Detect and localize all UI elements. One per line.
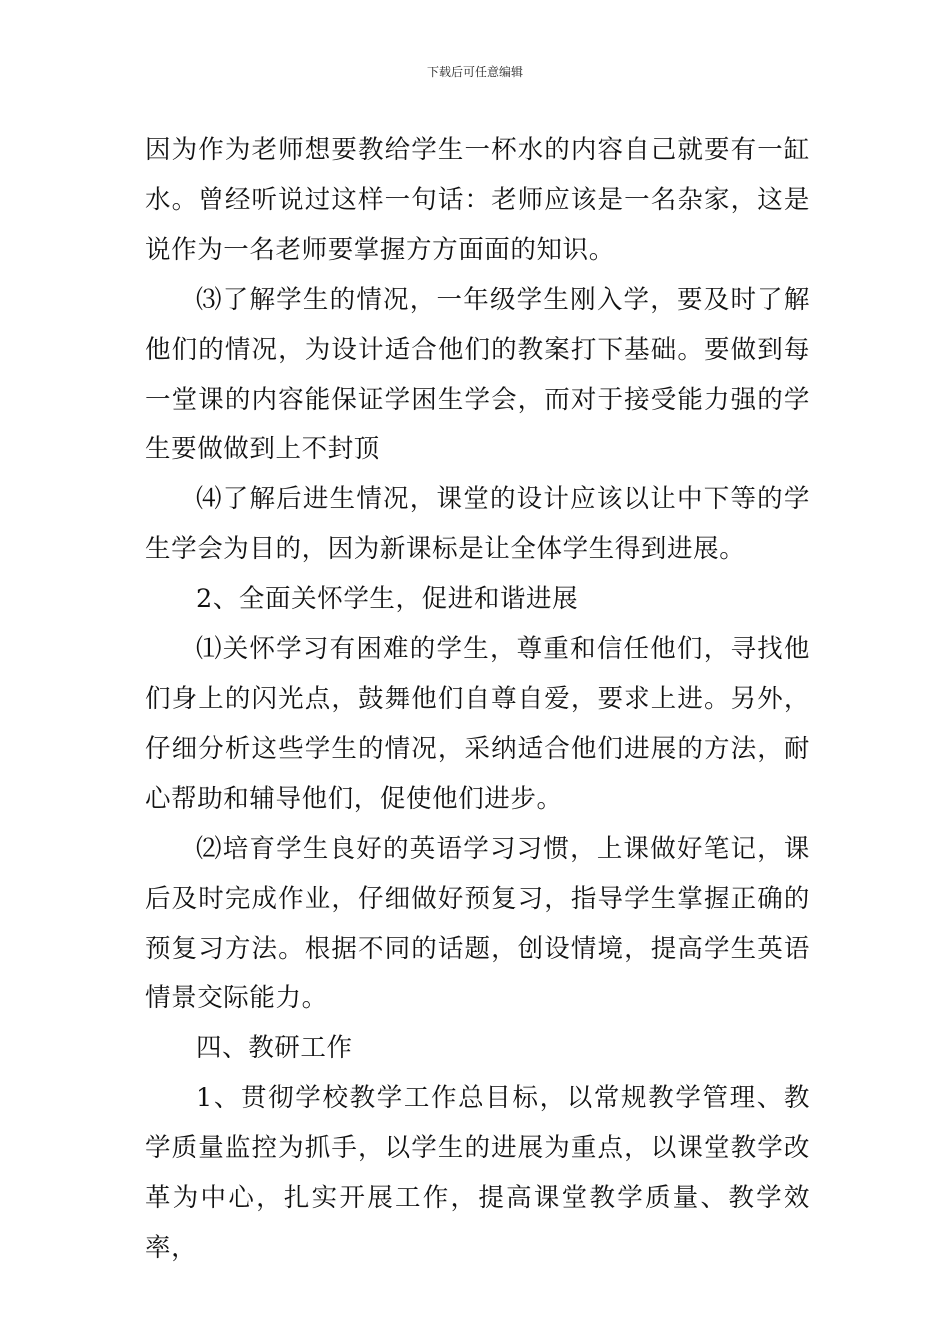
- page-header: 下载后可任意编辑: [426, 65, 523, 79]
- paragraph-item-4: ⑷了解后进生情况，课堂的设计应该以让中下等的学生学会为目的，因为新课标是让全体学生得到进展。: [145, 484, 810, 565]
- paragraph-item-3: ⑶了解学生的情况，一年级学生刚入学，要及时了解他们的情况，为设计适合他们的教案打下基础。要做到每一堂课的内容能保证学困生学会，而对于接受能力强的学生要做做到上不封顶: [145, 284, 810, 465]
- paragraph-item-1: ⑴关怀学习有困难的学生，尊重和信任他们，寻找他们身上的闪光点，鼓舞他们自尊自爱，要求上进。另外，仔细分析这些学生的情况，采纳适合他们进展的方法，耐心帮助和辅导他们，促使他们进步。: [145, 634, 810, 814]
- paragraph-continuation: 因为作为老师想要教给学生一杯水的内容自己就要有一缸水。曾经听说过这样一句话：老师应该是一名杂家，这是说作为一名老师要掌握方方面面的知识。: [145, 135, 810, 265]
- section-heading-2: 2、全面关怀学生，促进和谐进展: [196, 584, 579, 615]
- paragraph-research-1: 1、贯彻学校教学工作总目标，以常规教学管理、教学质量监控为抓手，以学生的进展为重点，以课堂教学改革为中心，扎实开展工作，提高课堂教学质量、教学效率，: [145, 1083, 810, 1263]
- document-body: [145, 126, 810, 1274]
- paragraph-item-2: ⑵培育学生良好的英语学习习惯，上课做好笔记，课后及时完成作业，仔细做好预复习，指导学生掌握正确的预复习方法。根据不同的话题，创设情境，提高学生英语情景交际能力。: [145, 833, 810, 1014]
- section-heading-4: 四、教研工作: [196, 1033, 353, 1064]
